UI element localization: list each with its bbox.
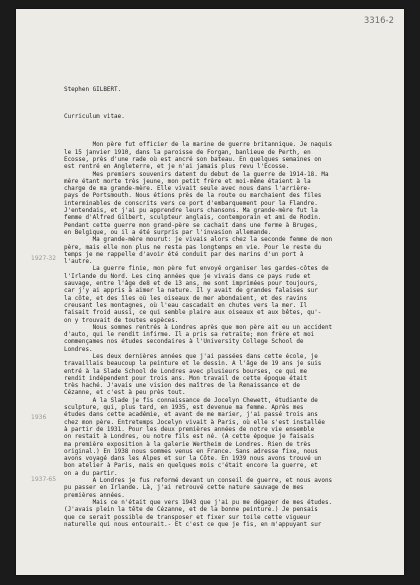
text-line: que ce serait possible de transposer et fixer sur toile cette vigueur [64,513,311,521]
margin-note: 1927-32 [31,255,57,262]
text-line: commençames nos études secondaires à l'University College School de [64,338,304,346]
letter-body [64,71,382,543]
text-line: travaillais beaucoup la peinture et le dessin. A l'âge de 19 ans je suis [64,360,322,368]
text-line: l'autre. [64,258,93,266]
paragraph [64,477,382,499]
text-line: études dans cette académie, et avant de me marier, j'ai passé trois ans [64,411,318,419]
document-page [16,9,404,575]
paragraph [64,499,382,528]
paragraph [64,141,382,170]
text-line: Mes premiers souvenirs datent du debut de la guerre de 1914-18. Ma [64,170,329,178]
text-line: entré à la Slade School de Londres avec plusieurs bourses, ce qui me [64,367,308,375]
paragraph [64,397,382,477]
text-line: Ecosse, près d'une rade où est ancré son bateau. En quelques semaines on [64,155,322,163]
text-line: interminables de conscrits vers ce port d'embarquement pour la Flandre. [64,199,318,207]
text-line: le 15 janvier 1910, dans la paroisse de Forgan, banlieue de Perth, en [64,148,311,156]
reference-number: 3316-2 [363,16,394,26]
text-line: on a du partir. [64,469,118,477]
text-line: l'Irlande du Nord. Les cinq années que je vivais dans ce pays rude et [64,272,311,280]
text-line: on y trouvait de toutes espèces. [64,316,179,324]
text-line: d'auto, qui le rendit infirme. Il a pris sa retraite; mon frère et moi [64,331,315,339]
paragraphs [64,141,382,528]
paragraph [64,324,382,353]
text-line: la côte, et des îles où les oiseaux de mer abondaient, et des ravins [64,294,308,302]
text-line: Nous sommes rentrés à Londres après que mon père ait eu un accident [64,323,333,331]
text-line: A Londres je fus reformé devant un conseil de guerre, et nous avons [64,477,333,485]
paragraph [64,171,382,237]
text-line: Mais ce n'était que vers 1943 que j'ai pu me dégager de mes études. [64,498,333,506]
text-line: mère étant morte très jeune, mon petit frère et moi-même étaient à la [64,177,311,185]
text-line: La guerre finie, mon père fut envoyé organiser les gardes-côtes de [64,265,329,273]
text-line: (J'avais plein la tête de Cézanne, et de la bonne peinture.) Je pensais [64,506,318,514]
text-line: Mon père fut officier de la marine de guerre britannique. Je naquis [64,141,333,149]
text-line: bon atelier à Paris, mais en quelques mois c'était encore la guerre, et [64,462,318,470]
text-line: original.) En 1938 nous sommes venus en France. Sans adresse fixe, nous [64,447,318,455]
text-line: sculpture, qui, plus tard, en 1935, est devenue ma femme. Après mes [64,404,304,412]
text-line: creusant les montagnes, où l'eau cascadait en chutes vers la mer. Il [64,301,308,309]
text-line: ma première exposition à la galerie Wertheim de Londres. Rien de très [64,440,311,448]
paragraph [64,353,382,397]
text-line: pays de Portsmouth. Nous étions près de la route ou marchaient des files [64,192,322,200]
text-line: Cézanne, et c'est à peu près tout. [64,389,186,397]
text-line: faisait froid aussi, ce qui semble plaire aux oiseaux et aux bêtes, qu'- [64,309,322,317]
text-line: naturelle qui nous entourait.- Et c'est ce que je fis, en m'appuyant sur [64,520,322,528]
text-line: pu passer en Irlande. Là, j'ai retrouvé cette nature sauvage de mes [64,484,304,492]
text-line: père, mais elle non plus ne resta pas longtemps en vie. Pour le reste du [64,243,322,251]
text-line: femme d'Alfred Gilbert, sculpteur anglais, contemporain et ami de Rodin. [64,214,322,222]
text-line: Ma grande-mère mourut: je vivais alors chez la seconde femme de mon [64,236,333,244]
text-line: très haché. J'avais une vision des maîtres de la Renaissance et de [64,382,300,390]
paragraph [64,265,382,323]
text-line: Londres. [64,345,93,353]
text-line: premières années. [64,491,125,499]
text-line: Pendant cette guerre mon grand-père se cachait dans une ferme à Bruges, [64,221,318,229]
text-line: avons voyagé dans les Alpes et sur la Côte. En 1939 nous avons trouvé un [64,455,322,463]
addressee: Stephen GILBERT. [64,85,122,93]
text-line: A la Slade je fis connaissance de Jocelyn Chewett, étudiante de [64,396,318,404]
text-line: temps je me rappelle d'avoir été conduit par des marins d'un port à [64,250,304,258]
text-line: Les deux dernières années que j'ai passées dans cette école, je [64,352,318,360]
text-line: J'entendais, et j'ai pu apprendre leurs chansons. Ma grande-mère fut la [64,207,318,215]
subject-line: Curriculum vitae. [64,113,125,121]
text-line: rendit indépendent pour trois ans. Mon travail de cette époque était [64,374,308,382]
margin-note: 1937-65 [31,476,57,483]
paragraph [64,236,382,265]
text-line: sauvage, entre l'âge de8 et de 13 ans, me sont imprimées pour toujours, [64,280,318,288]
text-line: charge de ma grande-mère. Elle vivait seule avec nous dans l'arrière- [64,185,311,193]
text-line: on restait à Londres, ou notre fils est né. (A cette époque je faisais [64,433,315,441]
text-line: chez mon père. Entretemps Jocelyn vivait à Paris, où elle s'est installée [64,418,325,426]
text-line: est rentré en Angleterre, et je n'ai jamais plus revu l'Ecosse. [64,163,290,171]
text-line: car j'y ai appris à aimer la nature. Il y avait de grandes falaises sur [64,287,318,295]
text-line: à partir de 1931. Pour les deux premières années de notre vie ensemble [64,425,315,433]
text-line: en Belgique, ou il a été surpris par l'invasion allemande. [64,228,272,236]
margin-note: 1936 [31,414,47,421]
